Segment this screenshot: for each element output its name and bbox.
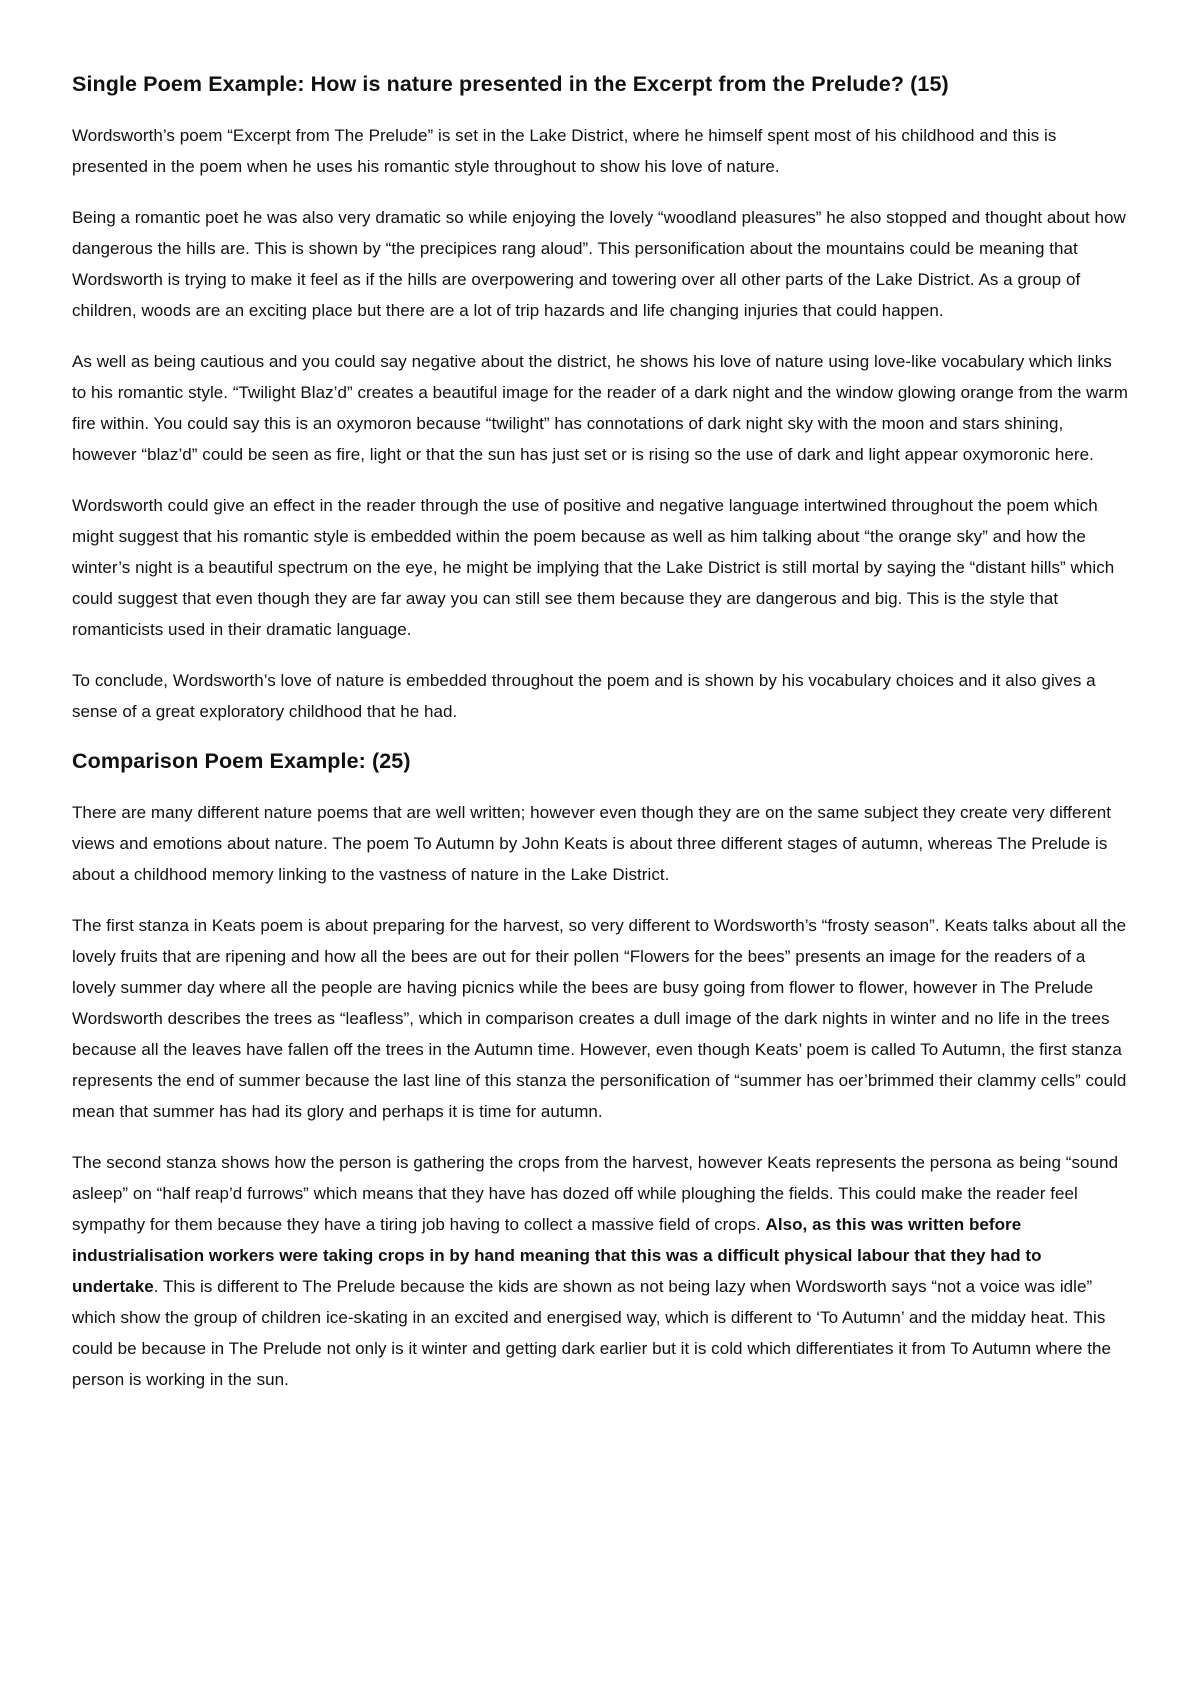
paragraph: Being a romantic poet he was also very dramatic so while enjoying the lovely “woodland pleasures” he also stopped and thought about how dangerous the hills are. This is shown by “the precipices rang aloud”. This personification about the mountains could be meaning that Wordsworth is trying to make it feel as if the hills are overpowering and towering over all other parts of the Lake District. As a group of children, woods are an exciting place but there are a lot of trip hazards and life changing injuries that could happen.: [72, 208, 1126, 320]
text-run: The second stanza shows how the person is gathering the crops from the harvest, however Keats represents the persona as being “sound asleep” on “half reap’d furrows” which means that they have has dozed off while ploughing the fields. This could make the reader feel sympathy for them because they have a tiring job having to collect a massive field of crops.: [72, 1153, 1119, 1234]
paragraph: The first stanza in Keats poem is about preparing for the harvest, so very different to Wordsworth’s “frosty season”. Keats talks about all the lovely fruits that are ripening and how all the bees are out for their pollen “Flowers for the bees” presents an image for the readers of a lovely summer day where all the people are having picnics while the bees are busy going from flower to flower, however in The Prelude Wordsworth describes the trees as “leafless”, which in comparison creates a dull image of the dark nights in winter and no life in the trees because all the leaves have fallen off the trees in the Autumn time. However, even though Keats’ poem is called To Autumn, the first stanza represents the end of summer because the last line of this stanza the personification of “summer has oer’brimmed their clammy cells” could mean that summer has had its glory and perhaps it is time for autumn.: [72, 916, 1127, 1121]
paragraph-mixed: [72, 1147, 1128, 1395]
paragraph: As well as being cautious and you could say negative about the district, he shows his love of nature using love-like vocabulary which links to his romantic style. “Twilight Blaz’d” creates a beautiful image for the reader of a dark night and the window glowing orange from the warm fire within. You could say this is an oxymoron because “twilight” has connotations of dark night sky with the moon and stars shining, however “blaz’d” could be seen as fire, light or that the sun has just set or is rising so the use of dark and light appear oxymoronic here.: [72, 352, 1128, 464]
paragraph: Wordsworth could give an effect in the reader through the use of positive and negative language intertwined throughout the poem which might suggest that his romantic style is embedded within the poem because as well as him talking about “the orange sky” and how the winter’s night is a beautiful spectrum on the eye, he might be implying that the Lake District is still mortal by saying the “distant hills” which could suggest that even though they are far away you can still see them because they are dangerous and big. This is the style that romanticists used in their dramatic language.: [72, 496, 1115, 639]
paragraph: Wordsworth’s poem “Excerpt from The Prelude” is set in the Lake District, where he himself spent most of his childhood and this is presented in the poem when he uses his romantic style throughout to show his love of nature.: [72, 126, 1057, 176]
section-heading-single-poem: Single Poem Example: How is nature presented in the Excerpt from the Prelude? (15): [72, 72, 949, 96]
text-run: . This is different to The Prelude because the kids are shown as not being lazy when Wordsworth says “not a voice was idle” which show the group of children ice-skating in an excited and energised way, which is different to ‘To Autumn’ and the midday heat. This could be because in The Prelude not only is it winter and getting dark earlier but it is cold which differentiates it from To Autumn where the person is working in the sun.: [72, 1277, 1112, 1389]
paragraph: There are many different nature poems that are well written; however even though they are on the same subject they create very different views and emotions about nature. The poem To Autumn by John Keats is about three different stages of autumn, whereas The Prelude is about a childhood memory linking to the vastness of nature in the Lake District.: [72, 803, 1112, 884]
section-heading-comparison: Comparison Poem Example: (25): [72, 749, 411, 773]
paragraph: To conclude, Wordsworth’s love of nature is embedded throughout the poem and is shown by his vocabulary choices and it also gives a sense of a great exploratory childhood that he had.: [72, 671, 1096, 721]
bold-text-run: Also, as this was written before industrialisation workers were taking crops in by hand meaning that this was a difficult physical labour that they had to undertake: [72, 1215, 1042, 1296]
document-page: [72, 70, 1128, 1415]
